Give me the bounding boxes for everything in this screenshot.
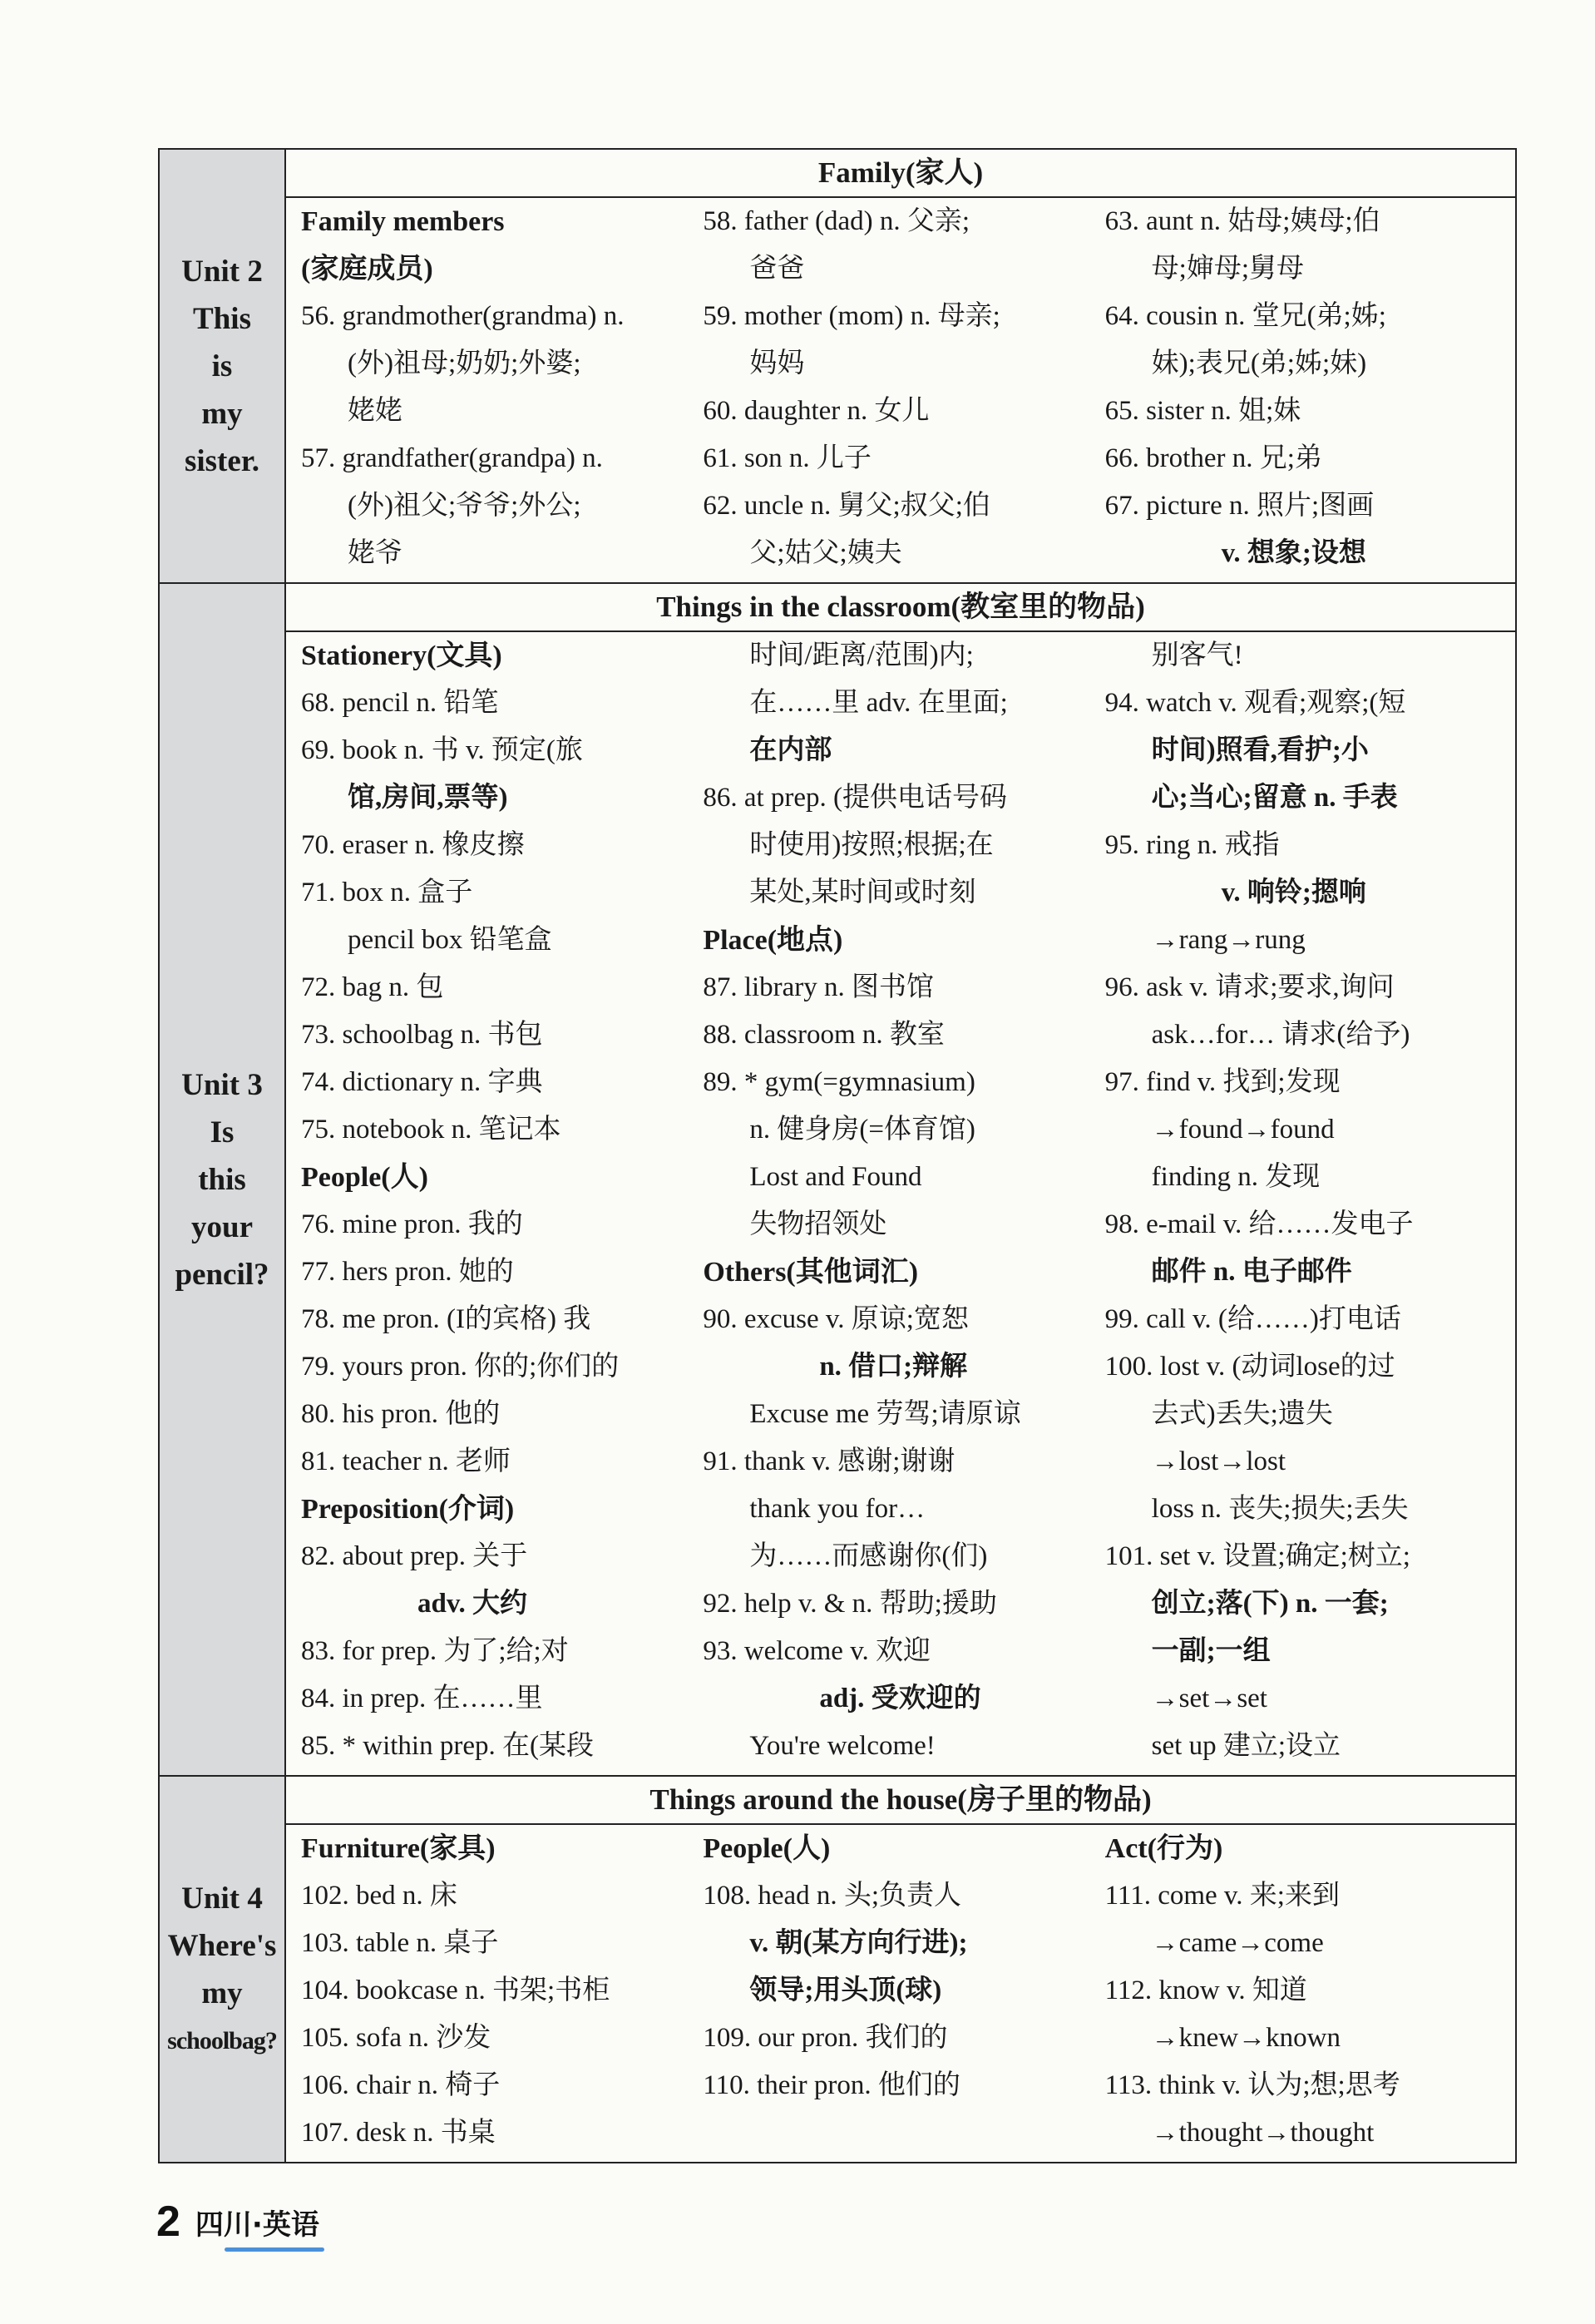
vocab-entry: 69. book n. 书 v. 预定(旅 xyxy=(301,735,583,765)
vocab-entry: 57. grandfather(grandpa) n. xyxy=(301,443,603,473)
vocab-entry: 112. know v. 知道 xyxy=(1104,1975,1307,2005)
vocab-entry: 为……而感谢你(们) xyxy=(749,1541,988,1571)
category-heading: Family members xyxy=(301,206,505,237)
unit-label-line: sister. xyxy=(184,443,260,478)
category-heading: People(人) xyxy=(301,1162,428,1193)
vocab-entry: 104. bookcase n. 书架;书柜 xyxy=(301,1975,610,2005)
vocab-entry: 姥姥 xyxy=(348,396,402,426)
vocab-entry: 99. call v. (给……)打电话 xyxy=(1104,1304,1401,1334)
vocab-entry: →found→found xyxy=(1151,1115,1335,1145)
vocab-entry: 108. head n. 头;负责人 xyxy=(703,1881,962,1911)
vocab-entry: 84. in prep. 在……里 xyxy=(301,1684,543,1713)
vocab-entry: 111. come v. 来;来到 xyxy=(1104,1881,1340,1911)
vocab-entry: n. 健身房(=体育馆) xyxy=(749,1115,975,1145)
vocab-entry: 67. picture n. 照片;图画 xyxy=(1104,491,1375,521)
category-heading: (家庭成员) xyxy=(301,254,433,284)
vocab-entry: →came→come xyxy=(1151,1928,1324,1958)
vocab-entry: 85. * within prep. 在(某段 xyxy=(301,1731,594,1761)
category-heading: People(人) xyxy=(703,1833,831,1864)
vocab-entry: 90. excuse v. 原谅;宽恕 xyxy=(703,1304,969,1334)
vocab-entry: v. 想象;设想 xyxy=(1221,538,1366,568)
unit-label-line: Where's xyxy=(167,1928,277,1963)
vocab-entry: Lost and Found xyxy=(749,1162,922,1192)
unit-label-line: my xyxy=(201,1975,243,2010)
page-footer xyxy=(156,2193,319,2251)
category-heading: Preposition(介词) xyxy=(301,1494,515,1525)
vocab-entry: 70. eraser n. 橡皮擦 xyxy=(301,830,525,860)
vocab-entry: 106. chair n. 椅子 xyxy=(301,2070,501,2100)
vocab-entry: adv. 大约 xyxy=(417,1589,528,1619)
vocab-column xyxy=(1105,198,1507,577)
vocab-column xyxy=(703,632,1104,1770)
vocab-entry: 妈妈 xyxy=(749,349,805,378)
vocab-entry: 爸爸 xyxy=(749,254,805,284)
vocab-column xyxy=(703,1825,1104,2157)
vocab-column xyxy=(301,1825,703,2157)
section-content xyxy=(285,197,1516,583)
unit-label xyxy=(159,583,285,1776)
vocab-entry: 时使用)按照;根据;在 xyxy=(749,830,994,860)
vocab-entry: 56. grandmother(grandma) n. xyxy=(301,301,625,331)
vocab-entry: 98. e-mail v. 给……发电子 xyxy=(1104,1209,1414,1239)
vocab-entry: 113. think v. 认为;想;思考 xyxy=(1104,2070,1400,2100)
vocab-entry: 60. daughter n. 女儿 xyxy=(703,396,930,426)
unit-label-line: pencil? xyxy=(175,1257,269,1292)
vocab-entry: →rang→rung xyxy=(1151,925,1306,955)
vocab-entry: 某处,某时间或时刻 xyxy=(749,878,976,907)
vocab-column xyxy=(301,632,703,1770)
page-number: 2 xyxy=(156,2198,180,2246)
vocab-entry: 去式)丢失;遗失 xyxy=(1151,1399,1333,1429)
vocab-entry: 86. at prep. (提供电话号码 xyxy=(703,783,1008,813)
book-title: 四川·英语 xyxy=(195,2208,319,2242)
vocab-entry: 89. * gym(=gymnasium) xyxy=(703,1067,975,1097)
vocab-entry: loss n. 丧失;损失;丢失 xyxy=(1151,1494,1409,1524)
vocab-entry: 68. pencil n. 铅笔 xyxy=(301,688,499,718)
vocab-entry: 创立;落(下) n. 一套; xyxy=(1151,1589,1389,1619)
vocab-entry: set up 建立;设立 xyxy=(1151,1731,1341,1761)
vocab-entry: 时间/距离/范围)内; xyxy=(749,640,974,670)
vocab-entry: 91. thank v. 感谢;谢谢 xyxy=(703,1446,956,1476)
vocab-entry: v. 朝(某方向行进); xyxy=(749,1928,968,1958)
vocab-entry: →lost→lost xyxy=(1151,1446,1286,1476)
section-title: Family(家人) xyxy=(285,149,1516,197)
category-heading: Act(行为) xyxy=(1104,1833,1223,1864)
vocab-entry: 101. set v. 设置;确定;树立; xyxy=(1104,1541,1410,1571)
unit-label-line: Is xyxy=(210,1115,235,1150)
vocab-entry: 63. aunt n. 姑母;姨母;伯 xyxy=(1104,206,1380,236)
vocab-column xyxy=(703,198,1104,577)
vocab-entry: 77. hers pron. 她的 xyxy=(301,1257,514,1287)
vocab-entry: 105. sofa n. 沙发 xyxy=(301,2023,491,2053)
unit-label-line: my xyxy=(201,396,243,431)
vocab-entry: 71. box n. 盒子 xyxy=(301,878,473,907)
vocab-column xyxy=(1105,632,1507,1770)
vocab-entry: 邮件 n. 电子邮件 xyxy=(1151,1257,1352,1287)
vocab-entry: 失物招领处 xyxy=(749,1209,887,1239)
vocab-entry: 79. yours pron. 你的;你们的 xyxy=(301,1352,620,1382)
vocab-entry: (外)祖父;爷爷;外公; xyxy=(348,491,581,521)
vocab-entry: adj. 受欢迎的 xyxy=(819,1684,981,1713)
unit-label-line: Unit 3 xyxy=(181,1067,263,1102)
vocab-entry: ask…for… 请求(给予) xyxy=(1151,1020,1410,1050)
vocab-entry: 一副;一组 xyxy=(1151,1636,1271,1666)
vocab-entry: Excuse me 劳驾;请原谅 xyxy=(749,1399,1021,1429)
vocab-entry: 76. mine pron. 我的 xyxy=(301,1209,523,1239)
vocab-entry: 妹);表兄(弟;姊;妹) xyxy=(1151,349,1367,378)
vocab-entry: 96. ask v. 请求;要求,询问 xyxy=(1104,972,1395,1002)
vocab-entry: 100. lost v. (动词lose的过 xyxy=(1104,1352,1395,1382)
category-heading: Stationery(文具) xyxy=(301,640,502,671)
vocab-entry: 87. library n. 图书馆 xyxy=(703,972,935,1002)
vocab-entry: 97. find v. 找到;发现 xyxy=(1104,1067,1341,1097)
vocab-entry: 109. our pron. 我们的 xyxy=(703,2023,948,2053)
footer-underline xyxy=(225,2247,324,2252)
unit-label xyxy=(159,1776,285,2163)
vocab-entry: pencil box 铅笔盒 xyxy=(348,925,552,955)
vocab-entry: 107. desk n. 书桌 xyxy=(301,2118,496,2148)
vocab-entry: 73. schoolbag n. 书包 xyxy=(301,1020,543,1050)
vocab-entry: 领导;用头顶(球) xyxy=(749,1975,942,2005)
vocab-entry: 58. father (dad) n. 父亲; xyxy=(703,206,970,236)
vocab-column xyxy=(301,198,703,577)
vocab-entry: 102. bed n. 床 xyxy=(301,1881,457,1911)
vocab-entry: 110. their pron. 他们的 xyxy=(703,2070,960,2100)
vocab-entry: 时间)照看,看护;小 xyxy=(1151,735,1369,765)
unit-label-line: is xyxy=(211,349,233,383)
vocab-entry: →thought→thought xyxy=(1151,2118,1375,2148)
unit-label xyxy=(159,149,285,583)
vocab-entry: 64. cousin n. 堂兄(弟;姊; xyxy=(1104,301,1386,331)
vocab-entry: 92. help v. & n. 帮助;援助 xyxy=(703,1589,997,1619)
vocab-entry: 59. mother (mom) n. 母亲; xyxy=(703,301,1000,331)
category-heading: Others(其他词汇) xyxy=(703,1257,919,1288)
unit-label-line: Unit 2 xyxy=(181,254,263,289)
vocab-entry: 81. teacher n. 老师 xyxy=(301,1446,511,1476)
vocab-entry: thank you for… xyxy=(749,1494,926,1524)
vocab-entry: 74. dictionary n. 字典 xyxy=(301,1067,543,1097)
unit-label-line: This xyxy=(193,301,251,336)
category-heading: Furniture(家具) xyxy=(301,1833,496,1864)
vocab-entry: 82. about prep. 关于 xyxy=(301,1541,528,1571)
vocab-entry: 95. ring n. 戒指 xyxy=(1104,830,1280,860)
vocab-entry: 馆,房间,票等) xyxy=(348,783,508,813)
vocab-entry: 94. watch v. 观看;观察;(短 xyxy=(1104,688,1406,718)
vocab-entry: v. 响铃;摁响 xyxy=(1221,878,1366,907)
section-title: Things in the classroom(教室里的物品) xyxy=(285,583,1516,631)
vocab-entry: 心;当心;留意 n. 手表 xyxy=(1151,783,1398,813)
section-content xyxy=(285,631,1516,1776)
vocab-entry: 72. bag n. 包 xyxy=(301,972,444,1002)
unit-label-line: your xyxy=(191,1209,253,1244)
vocab-entry: 103. table n. 桌子 xyxy=(301,1928,499,1958)
unit-label-line: Unit 4 xyxy=(181,1881,263,1916)
vocab-entry: 别客气! xyxy=(1151,640,1243,670)
vocab-entry: 83. for prep. 为了;给;对 xyxy=(301,1636,569,1666)
vocabulary-table xyxy=(158,148,1517,2163)
vocab-entry: n. 借口;辩解 xyxy=(819,1352,968,1382)
vocab-entry: 61. son n. 儿子 xyxy=(703,443,872,473)
vocab-entry: 父;姑父;姨夫 xyxy=(749,538,902,568)
vocab-entry: 65. sister n. 姐;妹 xyxy=(1104,396,1301,426)
section-content xyxy=(285,1824,1516,2163)
vocab-entry: 在内部 xyxy=(749,735,832,765)
section-title: Things around the house(房子里的物品) xyxy=(285,1776,1516,1824)
unit-label-line: schoolbag? xyxy=(167,2026,277,2055)
vocab-entry: 80. his pron. 他的 xyxy=(301,1399,501,1429)
vocab-entry: →set→set xyxy=(1151,1684,1267,1713)
vocab-entry: 78. me pron. (I的宾格) 我 xyxy=(301,1304,591,1334)
vocab-entry: →knew→known xyxy=(1151,2023,1341,2053)
vocab-entry: 母;婶母;舅母 xyxy=(1151,254,1304,284)
unit-label-line: this xyxy=(198,1162,246,1197)
vocab-entry: finding n. 发现 xyxy=(1151,1162,1321,1192)
vocab-entry: 93. welcome v. 欢迎 xyxy=(703,1636,931,1666)
vocab-entry: 66. brother n. 兄;弟 xyxy=(1104,443,1322,473)
vocab-entry: 62. uncle n. 舅父;叔父;伯 xyxy=(703,491,990,521)
vocab-entry: 88. classroom n. 教室 xyxy=(703,1020,945,1050)
vocab-entry: 75. notebook n. 笔记本 xyxy=(301,1115,561,1145)
vocab-entry: You're welcome! xyxy=(749,1731,936,1761)
vocab-entry: 姥爷 xyxy=(348,538,402,568)
vocab-entry: (外)祖母;奶奶;外婆; xyxy=(348,349,581,378)
vocab-column xyxy=(1105,1825,1507,2157)
category-heading: Place(地点) xyxy=(703,925,843,956)
vocab-entry: 在……里 adv. 在里面; xyxy=(749,688,1008,718)
